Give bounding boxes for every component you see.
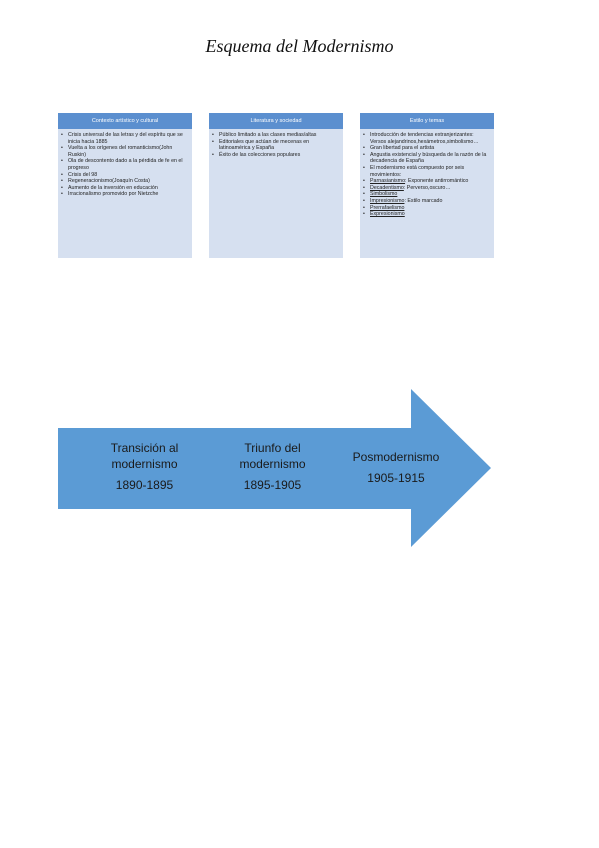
stage-years: 1905-1915 — [367, 471, 425, 485]
movement-desc: : Estilo marcado — [404, 197, 443, 204]
list-item: • Vuelta a los orígenes del romanticismo(John Ruskin) — [66, 145, 188, 158]
page-title: Esquema del Modernismo — [205, 36, 394, 56]
timeline-stage — [220, 440, 325, 492]
stage-label: Posmodernismo — [352, 450, 440, 464]
list-item: • Aumento de la inversión en educación — [66, 185, 188, 192]
literature-card-heading: Literatura y sociedad — [209, 113, 343, 129]
stage-years: 1895-1905 — [243, 478, 302, 492]
list-item: • Éxito de las colecciones populares — [217, 152, 339, 159]
stage-label: Triunfo del modernismo — [239, 441, 306, 471]
movement-name: Prerrafaelismo — [370, 204, 405, 211]
movement-name: Impresionismo — [370, 197, 405, 204]
context-card-heading: Contexto artístico y cultural — [58, 113, 192, 129]
list-item: • Ola de descontento dado a la pérdida de fe en el progreso — [66, 158, 188, 171]
movement-desc: : Perverso,oscuro… — [403, 184, 451, 191]
list-item: • Público limitado a las clases medias/altas — [217, 132, 339, 139]
list-item: • Crisis universal de las letras y del espíritu que se inicia hacia 1885 — [66, 132, 188, 145]
movement-name: Simbolismo — [370, 191, 398, 198]
timeline-stage — [336, 449, 456, 485]
list-item: • Gran libertad para el artista — [368, 145, 490, 152]
movement-name: Parnasianismo — [370, 178, 406, 185]
stage-years: 1890-1895 — [115, 478, 174, 492]
stage-label: Transición al modernismo — [110, 441, 179, 471]
list-item: • Crisis del 98 — [66, 172, 188, 179]
list-item: • Regeneracionismo(Joaquín Costa) — [66, 178, 188, 185]
timeline-stage — [92, 440, 197, 492]
movement-desc: : Exponente antirromántico — [405, 178, 469, 185]
list-item: • Introducción de tendencias extranjerizantes: Versos alejandrinos,hexámetros,simbolismo… — [368, 132, 490, 145]
list-item: • El modernismo está compuesto por seis movimientos: — [368, 165, 490, 178]
style-card-heading: Estilo y temas — [360, 113, 494, 129]
list-item: • Irracionalismo promovido por Nietzche — [66, 191, 188, 198]
movement-name: Decadentismo — [370, 184, 404, 191]
list-item: • Angustia existencial y búsqueda de la razón de la decadencia de España — [368, 152, 490, 165]
movement-name: Expresionismo — [370, 211, 405, 218]
list-item: • Editoriales que actúan de mecenas en latinoamérica y España — [217, 139, 339, 152]
